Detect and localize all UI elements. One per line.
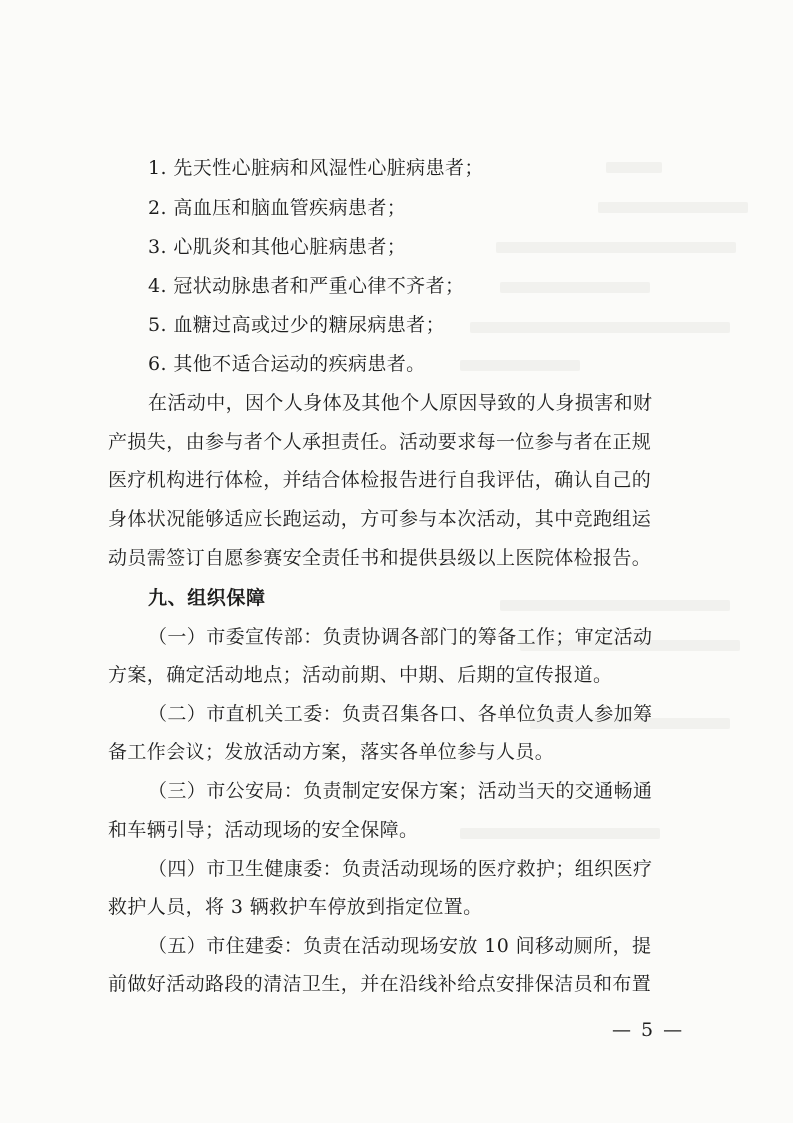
duty-line: 备工作会议；发放活动方案，落实各单位参与人员。: [108, 741, 555, 763]
list-item: 6. 其他不适合运动的疾病患者。: [148, 353, 426, 375]
list-item: 3. 心肌炎和其他心脏病患者；: [148, 236, 407, 258]
duty-line: （五）市住建委：负责在活动现场安放 10 间移动厕所，提: [148, 935, 652, 957]
duty-line: （二）市直机关工委：负责召集各口、各单位负责人参加筹: [148, 703, 653, 725]
show-through-mark: [500, 282, 650, 293]
show-through-mark: [460, 828, 660, 839]
show-through-mark: [496, 242, 736, 253]
section-heading: 九、组织保障: [148, 587, 266, 609]
duty-line: 救护人员，将 3 辆救护车停放到指定位置。: [108, 896, 483, 918]
paragraph-line: 医疗机构进行体检，并结合体检报告进行自我评估，确认自己的: [108, 469, 652, 491]
show-through-mark: [470, 322, 730, 333]
show-through-mark: [460, 360, 580, 371]
list-item: 1. 先天性心脏病和风湿性心脏病患者；: [148, 157, 484, 179]
duty-line: 方案，确定活动地点；活动前期、中期、后期的宣传报道。: [108, 664, 613, 686]
duty-line: （一）市委宣传部：负责协调各部门的筹备工作；审定活动: [148, 626, 653, 648]
page-number: — 5 —: [612, 1019, 685, 1041]
duty-line: （四）市卫生健康委：负责活动现场的医疗救护；组织医疗: [148, 858, 653, 880]
show-through-mark: [500, 600, 730, 611]
paragraph-line: 动员需签订自愿参赛安全责任书和提供县级以上医院体检报告。: [108, 547, 652, 569]
paragraph-line: 产损失，由参与者个人承担责任。活动要求每一位参与者在正规: [108, 431, 652, 453]
list-item: 4. 冠状动脉患者和严重心律不齐者；: [148, 275, 465, 297]
list-item: 5. 血糖过高或过少的糖尿病患者；: [148, 314, 445, 336]
paragraph-line: 在活动中，因个人身体及其他个人原因导致的人身损害和财: [148, 392, 653, 414]
duty-line: （三）市公安局：负责制定安保方案；活动当天的交通畅通: [148, 780, 653, 802]
show-through-mark: [606, 162, 662, 173]
paragraph-line: 身体状况能够适应长跑运动，方可参与本次活动，其中竞跑组运: [108, 508, 652, 530]
list-item: 2. 高血压和脑血管疾病患者；: [148, 197, 407, 219]
duty-line: 和车辆引导；活动现场的安全保障。: [108, 819, 419, 841]
show-through-mark: [598, 202, 748, 213]
duty-line: 前做好活动路段的清洁卫生，并在沿线补给点安排保洁员和布置: [108, 973, 652, 995]
